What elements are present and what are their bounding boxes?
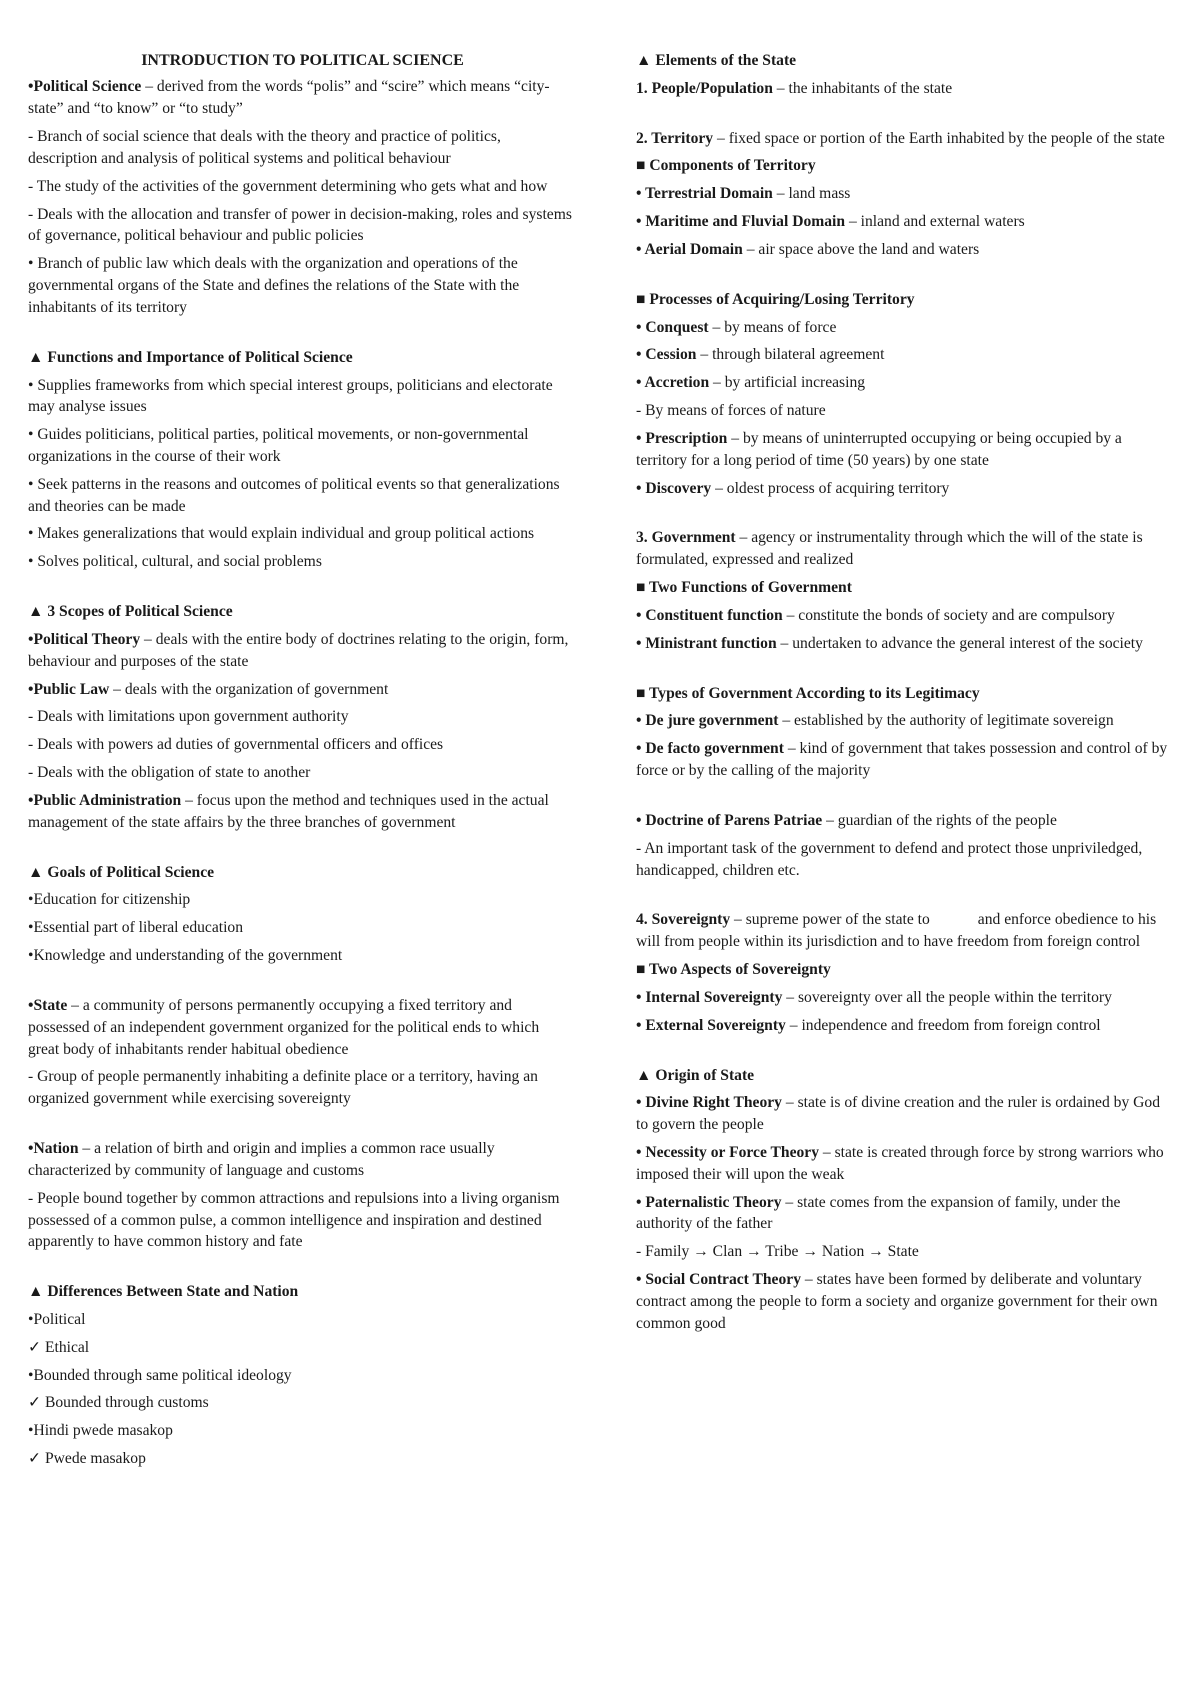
public-law-item: - Deals with powers ad duties of governmental officers and offices [28,736,444,754]
nation-definition: •Nation – a relation of birth and origin and implies a common race usually characterized by community of language and customs [28,1140,495,1179]
polsci-def-1: - Branch of social science that deals with the theory and practice of politics, description and analysis of political systems and political behaviour [28,128,501,167]
gov-types-heading: ■ Types of Government According to its Legitimacy [636,684,980,702]
goal-item: •Education for citizenship [28,891,191,909]
function-item: • Supplies frameworks from which special interest groups, politicians and electorate may analyse issues [28,376,553,416]
aspect-internal: • Internal Sovereignty – sovereignty over all the people within the territory [636,988,1112,1006]
element-government: 3. Government – agency or instrumentality through which the will of the state is formulated, expressed and realized [636,529,1143,569]
theory-force: • Necessity or Force Theory – state is created through force by strong warriors who imposed their will upon the weak [636,1143,1164,1183]
origin-heading: ▲ Origin of State [636,1066,755,1084]
aspect-external: • External Sovereignty – independence and freedom from foreign control [636,1016,1101,1034]
process-prescription: • Prescription – by means of uninterrupted occupying or being occupied by a territory for a long period of time (50 years) by one state [636,429,1122,469]
nation-definition-2: - People bound together by common attractions and repulsions into a living organism possessed of a common pulse, a common intelligence and inspiration and destined apparently to have common history and fate [28,1189,560,1251]
scope-political-theory: •Political Theory – deals with the entire body of doctrines relating to the origin, form, behaviour and purposes of the state [28,630,569,670]
difference-item: •Political [28,1311,86,1328]
polsci-def-2: - The study of the activities of the government determining who gets what and how [28,177,548,195]
process-discovery: • Discovery – oldest process of acquiring territory [636,479,950,497]
components-heading: ■ Components of Territory [636,157,816,175]
elements-heading: ▲ Elements of the State [636,52,797,69]
public-law-item: - Deals with the obligation of state to another [28,764,311,782]
scopes-heading: ▲ 3 Scopes of Political Science [28,603,233,621]
doctrine-parens-patriae: • Doctrine of Parens Patriae – guardian of the rights of the people [636,811,1057,829]
goal-item: •Knowledge and understanding of the government [28,947,343,965]
polsci-def-4: • Branch of public law which deals with the organization and operations of the governmental organs of the State and defines the relations of the State with the inhabitants of its territory [28,255,520,316]
polsci-def-3: - Deals with the allocation and transfer of power in decision-making, roles and systems of governance, political behaviour and public policies [28,205,572,245]
function-item: • Solves political, cultural, and social problems [28,553,322,571]
scope-public-law: •Public Law – deals with the organization of government [28,680,389,698]
component-maritime: • Maritime and Fluvial Domain – inland and external waters [636,213,1025,231]
scope-public-administration: •Public Administration – focus upon the method and techniques used in the actual management of the state affairs by the three branches of government [28,791,549,831]
component-terrestrial: • Terrestrial Domain – land mass [636,185,851,203]
goals-heading: ▲ Goals of Political Science [28,863,215,881]
difference-item: •Bounded through same political ideology [28,1366,292,1384]
theory-paternalistic: • Paternalistic Theory – state comes from the expansion of family, under the authority of the father [636,1193,1121,1233]
sovereignty-aspects-heading: ■ Two Aspects of Sovereignty [636,961,831,979]
difference-item: ✓ Ethical [28,1338,90,1356]
polsci-intro: •Political Science – derived from the words “polis” and “scire” which means “city-state” and “to know” or “to study” [28,78,550,118]
type-de-jure: • De jure government – established by the authority of legitimate sovereign [636,712,1114,730]
process-accretion: • Accretion – by artificial increasing [636,374,866,392]
parens-patriae-def: - An important task of the government to defend and protect those unpriviledged, handicapped, children etc. [636,839,1143,879]
gov-functions-heading: ■ Two Functions of Government [636,579,852,597]
process-conquest: • Conquest – by means of force [636,318,837,336]
state-definition: •State – a community of persons permanently occupying a fixed territory and possessed of an independent government organized for the political ends to which great body of inhabitants render habitual obedience [28,996,540,1058]
function-ministrant: • Ministrant function – undertaken to advance the general interest of the society [636,634,1143,652]
function-constituent: • Constituent function – constitute the bonds of society and are compulsory [636,606,1115,624]
goal-item: •Essential part of liberal education [28,919,244,937]
element-territory: 2. Territory – fixed space or portion of the Earth inhabited by the people of the state [636,129,1165,147]
difference-item: •Hindi pwede masakop [28,1422,173,1440]
function-item: • Seek patterns in the reasons and outcomes of political events so that generalizations and theories can be made [28,475,560,515]
public-law-item: - Deals with limitations upon government authority [28,708,349,726]
page-title: INTRODUCTION TO POLITICAL SCIENCE [141,52,464,69]
functions-heading: ▲ Functions and Importance of Political Science [28,348,353,366]
theory-divine-right: • Divine Right Theory – state is of divine creation and the ruler is ordained by God to govern the people [636,1094,1161,1134]
element-people: 1. People/Population – the inhabitants of the state [636,79,953,97]
function-item: • Guides politicians, political parties, political movements, or non-governmental organizations in the course of their work [28,426,529,465]
left-column [28,50,573,1476]
state-definition-2: - Group of people permanently inhabiting a definite place or a territory, having an organized government while exercising sovereignty [28,1068,538,1108]
right-column [636,50,1176,1341]
component-aerial: • Aerial Domain – air space above the land and waters [636,240,980,258]
difference-item: ✓ Pwede masakop [28,1450,146,1468]
function-item: • Makes generalizations that would explain individual and group political actions [28,525,535,543]
processes-heading: ■ Processes of Acquiring/Losing Territory [636,290,915,308]
difference-item: ✓ Bounded through customs [28,1394,209,1412]
process-nature: - By means of forces of nature [636,402,826,420]
process-cession: • Cession – through bilateral agreement [636,346,885,364]
family-chain: - Family → Clan → Tribe → Nation → State [636,1243,919,1261]
theory-social-contract: • Social Contract Theory – states have been formed by deliberate and voluntary contract among the people to form a society and organize government for their own common good [636,1271,1158,1332]
element-sovereignty: 4. Sovereignty – supreme power of the state to and enforce obedience to his will from people within its jurisdiction and to have freedom from foreign control [636,911,1157,951]
type-de-facto: • De facto government – kind of government that takes possession and control of by force or by the calling of the majority [636,740,1168,780]
differences-heading: ▲ Differences Between State and Nation [28,1283,299,1301]
